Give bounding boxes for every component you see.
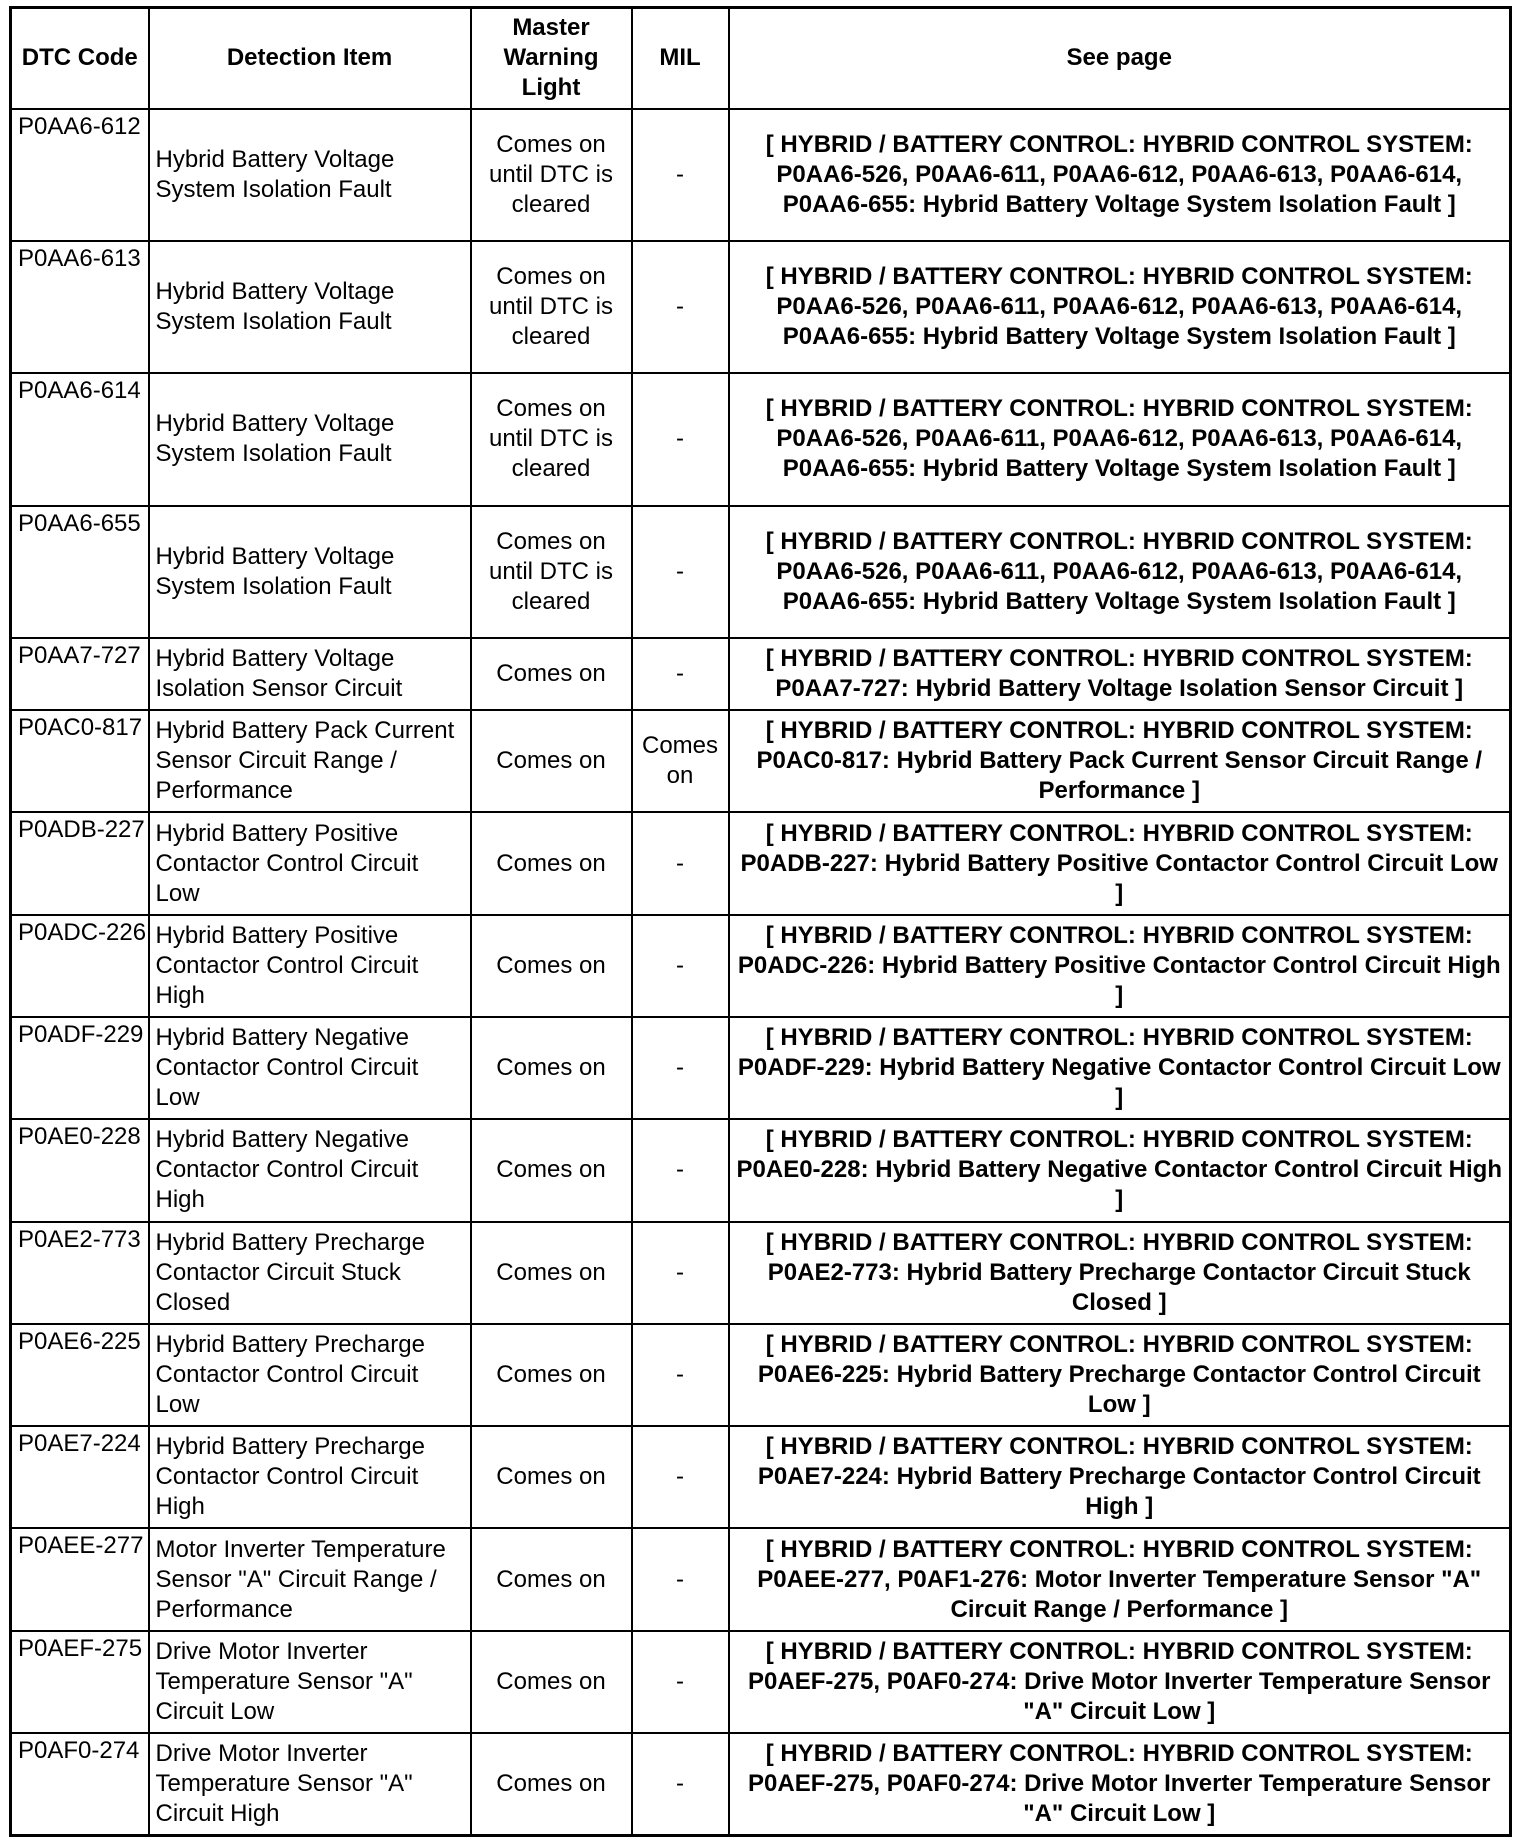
master-warning-light-cell: Comes on (471, 1426, 632, 1528)
table-row (11, 1426, 1511, 1528)
table-row (11, 373, 1511, 505)
dtc-table (9, 6, 1512, 1837)
mil-cell: - (632, 1119, 729, 1221)
detection-item-cell: Hybrid Battery Voltage Isolation Sensor Circuit (149, 638, 471, 710)
master-warning-light-cell: Comes on (471, 638, 632, 710)
master-warning-light-cell: Comes on (471, 710, 632, 812)
see-page-link[interactable]: [ HYBRID / BATTERY CONTROL: HYBRID CONTROL SYSTEM: P0AE6-225: Hybrid Battery Precharge Contactor Control Circuit Low ] (729, 1324, 1511, 1426)
see-page-link[interactable]: [ HYBRID / BATTERY CONTROL: HYBRID CONTROL SYSTEM: P0AEF-275, P0AF0-274: Drive Motor Inverter Temperature Sensor "A" Circuit Low ] (729, 1733, 1511, 1835)
detection-item-cell: Hybrid Battery Voltage System Isolation Fault (149, 109, 471, 241)
dtc-code-cell: P0ADF-229 (11, 1017, 149, 1119)
master-warning-light-cell: Comes on (471, 1733, 632, 1835)
detection-item-cell: Hybrid Battery Precharge Contactor Control Circuit High (149, 1426, 471, 1528)
header-detection-item: Detection Item (149, 8, 471, 109)
see-page-link[interactable]: [ HYBRID / BATTERY CONTROL: HYBRID CONTROL SYSTEM: P0AC0-817: Hybrid Battery Pack Current Sensor Circuit Range / Performance ] (729, 710, 1511, 812)
master-warning-light-cell: Comes on (471, 812, 632, 914)
see-page-link[interactable]: [ HYBRID / BATTERY CONTROL: HYBRID CONTROL SYSTEM: P0AA6-526, P0AA6-611, P0AA6-612, P0AA6-613, P0AA6-614, P0AA6-655: Hybrid Battery Voltage System Isolation Fault ] (729, 506, 1511, 638)
table-row (11, 812, 1511, 914)
header-row (11, 8, 1511, 109)
dtc-code-cell: P0AEF-275 (11, 1631, 149, 1733)
header-dtc-code: DTC Code (11, 8, 149, 109)
detection-item-cell: Hybrid Battery Voltage System Isolation Fault (149, 506, 471, 638)
detection-item-cell: Drive Motor Inverter Temperature Sensor "A" Circuit High (149, 1733, 471, 1835)
dtc-code-cell: P0AE2-773 (11, 1222, 149, 1324)
table-row (11, 1528, 1511, 1630)
see-page-link[interactable]: [ HYBRID / BATTERY CONTROL: HYBRID CONTROL SYSTEM: P0AE7-224: Hybrid Battery Precharge Contactor Control Circuit High ] (729, 1426, 1511, 1528)
table-row (11, 1631, 1511, 1733)
dtc-code-cell: P0AF0-274 (11, 1733, 149, 1835)
dtc-code-cell: P0AA6-655 (11, 506, 149, 638)
see-page-link[interactable]: [ HYBRID / BATTERY CONTROL: HYBRID CONTROL SYSTEM: P0ADF-229: Hybrid Battery Negative Contactor Control Circuit Low ] (729, 1017, 1511, 1119)
table-row (11, 1119, 1511, 1221)
dtc-code-cell: P0AA7-727 (11, 638, 149, 710)
mil-cell: - (632, 915, 729, 1017)
table-row (11, 710, 1511, 812)
detection-item-cell: Motor Inverter Temperature Sensor "A" Circuit Range / Performance (149, 1528, 471, 1630)
detection-item-cell: Hybrid Battery Voltage System Isolation Fault (149, 373, 471, 505)
see-page-link[interactable]: [ HYBRID / BATTERY CONTROL: HYBRID CONTROL SYSTEM: P0AE0-228: Hybrid Battery Negative Contactor Control Circuit High ] (729, 1119, 1511, 1221)
dtc-code-cell: P0ADC-226 (11, 915, 149, 1017)
mil-cell: - (632, 1324, 729, 1426)
mil-cell: - (632, 1017, 729, 1119)
mil-cell: - (632, 373, 729, 505)
mil-cell: - (632, 1426, 729, 1528)
table-row (11, 1222, 1511, 1324)
table-row (11, 1324, 1511, 1426)
mil-cell: - (632, 241, 729, 373)
dtc-code-cell: P0AEE-277 (11, 1528, 149, 1630)
dtc-code-cell: P0AA6-614 (11, 373, 149, 505)
header-master-warning-light: Master Warning Light (471, 8, 632, 109)
master-warning-light-cell: Comes on (471, 1119, 632, 1221)
see-page-link[interactable]: [ HYBRID / BATTERY CONTROL: HYBRID CONTROL SYSTEM: P0AA6-526, P0AA6-611, P0AA6-612, P0AA6-613, P0AA6-614, P0AA6-655: Hybrid Battery Voltage System Isolation Fault ] (729, 241, 1511, 373)
detection-item-cell: Hybrid Battery Negative Contactor Control Circuit High (149, 1119, 471, 1221)
table-row (11, 915, 1511, 1017)
dtc-code-cell: P0AA6-612 (11, 109, 149, 241)
dtc-code-cell: P0AE7-224 (11, 1426, 149, 1528)
detection-item-cell: Hybrid Battery Negative Contactor Control Circuit Low (149, 1017, 471, 1119)
header-see-page: See page (729, 8, 1511, 109)
detection-item-cell: Hybrid Battery Voltage System Isolation Fault (149, 241, 471, 373)
master-warning-light-cell: Comes on until DTC is cleared (471, 109, 632, 241)
table-row (11, 638, 1511, 710)
master-warning-light-cell: Comes on until DTC is cleared (471, 506, 632, 638)
detection-item-cell: Hybrid Battery Pack Current Sensor Circuit Range / Performance (149, 710, 471, 812)
mil-cell: - (632, 812, 729, 914)
see-page-link[interactable]: [ HYBRID / BATTERY CONTROL: HYBRID CONTROL SYSTEM: P0AE2-773: Hybrid Battery Precharge Contactor Circuit Stuck Closed ] (729, 1222, 1511, 1324)
mil-cell: - (632, 506, 729, 638)
master-warning-light-cell: Comes on (471, 1017, 632, 1119)
master-warning-light-cell: Comes on until DTC is cleared (471, 373, 632, 505)
see-page-link[interactable]: [ HYBRID / BATTERY CONTROL: HYBRID CONTROL SYSTEM: P0AA6-526, P0AA6-611, P0AA6-612, P0AA6-613, P0AA6-614, P0AA6-655: Hybrid Battery Voltage System Isolation Fault ] (729, 373, 1511, 505)
see-page-link[interactable]: [ HYBRID / BATTERY CONTROL: HYBRID CONTROL SYSTEM: P0AEE-277, P0AF1-276: Motor Inverter Temperature Sensor "A" Circuit Range / Performance ] (729, 1528, 1511, 1630)
mil-cell: - (632, 1631, 729, 1733)
mil-cell: Comes on (632, 710, 729, 812)
detection-item-cell: Hybrid Battery Positive Contactor Control Circuit Low (149, 812, 471, 914)
dtc-code-cell: P0AE6-225 (11, 1324, 149, 1426)
detection-item-cell: Drive Motor Inverter Temperature Sensor "A" Circuit Low (149, 1631, 471, 1733)
table-row (11, 241, 1511, 373)
dtc-code-cell: P0AC0-817 (11, 710, 149, 812)
table-row (11, 1017, 1511, 1119)
dtc-code-cell: P0AA6-613 (11, 241, 149, 373)
master-warning-light-cell: Comes on until DTC is cleared (471, 241, 632, 373)
table-row (11, 109, 1511, 241)
mil-cell: - (632, 1528, 729, 1630)
see-page-link[interactable]: [ HYBRID / BATTERY CONTROL: HYBRID CONTROL SYSTEM: P0ADB-227: Hybrid Battery Positive Contactor Control Circuit Low ] (729, 812, 1511, 914)
see-page-link[interactable]: [ HYBRID / BATTERY CONTROL: HYBRID CONTROL SYSTEM: P0ADC-226: Hybrid Battery Positive Contactor Control Circuit High ] (729, 915, 1511, 1017)
see-page-link[interactable]: [ HYBRID / BATTERY CONTROL: HYBRID CONTROL SYSTEM: P0AEF-275, P0AF0-274: Drive Motor Inverter Temperature Sensor "A" Circuit Low ] (729, 1631, 1511, 1733)
master-warning-light-cell: Comes on (471, 1631, 632, 1733)
mil-cell: - (632, 1222, 729, 1324)
mil-cell: - (632, 109, 729, 241)
header-mil: MIL (632, 8, 729, 109)
detection-item-cell: Hybrid Battery Precharge Contactor Circuit Stuck Closed (149, 1222, 471, 1324)
master-warning-light-cell: Comes on (471, 1222, 632, 1324)
mil-cell: - (632, 638, 729, 710)
master-warning-light-cell: Comes on (471, 915, 632, 1017)
master-warning-light-cell: Comes on (471, 1528, 632, 1630)
table-row (11, 506, 1511, 638)
table-body (11, 109, 1511, 1836)
dtc-code-cell: P0AE0-228 (11, 1119, 149, 1221)
dtc-code-cell: P0ADB-227 (11, 812, 149, 914)
detection-item-cell: Hybrid Battery Precharge Contactor Control Circuit Low (149, 1324, 471, 1426)
table-row (11, 1733, 1511, 1835)
mil-cell: - (632, 1733, 729, 1835)
see-page-link[interactable]: [ HYBRID / BATTERY CONTROL: HYBRID CONTROL SYSTEM: P0AA7-727: Hybrid Battery Voltage Isolation Sensor Circuit ] (729, 638, 1511, 710)
detection-item-cell: Hybrid Battery Positive Contactor Control Circuit High (149, 915, 471, 1017)
see-page-link[interactable]: [ HYBRID / BATTERY CONTROL: HYBRID CONTROL SYSTEM: P0AA6-526, P0AA6-611, P0AA6-612, P0AA6-613, P0AA6-614, P0AA6-655: Hybrid Battery Voltage System Isolation Fault ] (729, 109, 1511, 241)
master-warning-light-cell: Comes on (471, 1324, 632, 1426)
